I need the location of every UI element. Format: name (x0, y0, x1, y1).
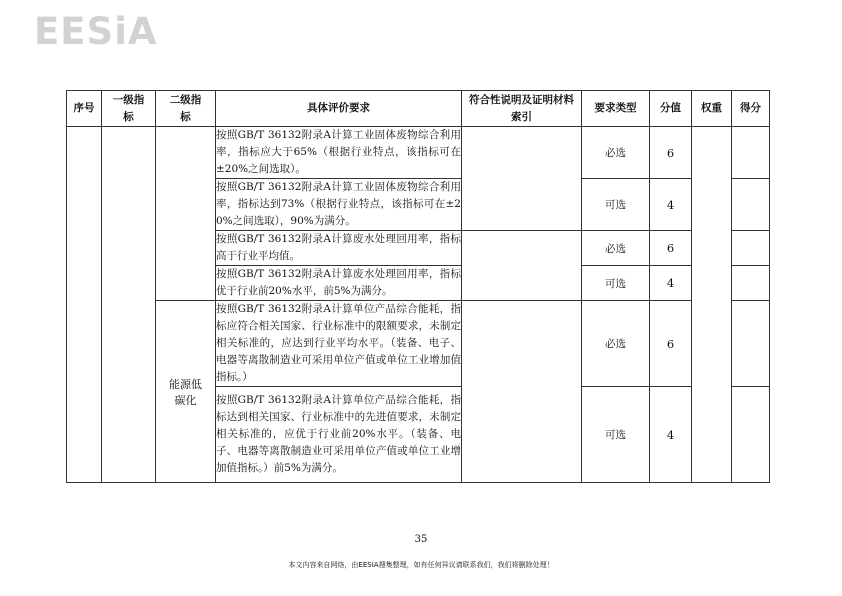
header-type: 要求类型 (582, 91, 650, 127)
cell-level1 (102, 127, 156, 483)
cell-score: 6 (650, 301, 692, 387)
cell-type: 可选 (582, 179, 650, 231)
eesia-logo: EESiA (34, 10, 158, 53)
cell-requirement: 按照GB/T 36132附录A计算单位产品综合能耗，指标应符合相关国家、行业标准中的限额要求，未制定相关标准的，应达到行业平均水平。（装备、电子、电器等离散制造业可采用单位产值或单位工业增加值指标。） (216, 301, 462, 387)
header-index: 序号 (67, 91, 102, 127)
header-requirement: 具体评价要求 (216, 91, 462, 127)
cell-evidence (462, 231, 582, 301)
cell-score: 6 (650, 231, 692, 266)
cell-evidence (462, 127, 582, 231)
cell-score: 4 (650, 179, 692, 231)
cell-weight (692, 127, 732, 483)
header-evidence: 符合性说明及证明材料索引 (462, 91, 582, 127)
cell-type: 必选 (582, 127, 650, 179)
header-row (67, 91, 770, 127)
cell-type: 必选 (582, 231, 650, 266)
cell-index (67, 127, 102, 483)
table-row (67, 127, 770, 179)
cell-requirement: 按照GB/T 36132附录A计算废水处理回用率，指标优于行业前20%水平，前5%为满分。 (216, 266, 462, 301)
cell-score: 4 (650, 266, 692, 301)
cell-result (732, 266, 770, 301)
header-score: 分值 (650, 91, 692, 127)
cell-requirement: 按照GB/T 36132附录A计算工业固体废物综合利用率，指标达到73%（根据行业特点，该指标可在±20%之间选取），90%为满分。 (216, 179, 462, 231)
page-number: 35 (414, 534, 428, 545)
cell-requirement: 按照GB/T 36132附录A计算单位产品综合能耗，指标达到相关国家、行业标准中的先进值要求，未制定相关标准的，应优于行业前20%水平。（装备、电子、电器等离散制造业可采用单位产值或单位工业增加值指标。）前5%为满分。 (216, 387, 462, 483)
cell-evidence (462, 301, 582, 483)
cell-requirement: 按照GB/T 36132附录A计算工业固体废物综合利用率，指标应大于65%（根据行业特点，该指标可在±20%之间选取）。 (216, 127, 462, 179)
cell-level2: 能源低碳化 (156, 301, 216, 483)
cell-score: 6 (650, 127, 692, 179)
cell-type: 可选 (582, 266, 650, 301)
cell-score: 4 (650, 387, 692, 483)
cell-requirement: 按照GB/T 36132附录A计算废水处理回用率，指标高于行业平均值。 (216, 231, 462, 266)
cell-type: 可选 (582, 387, 650, 483)
cell-type: 必选 (582, 301, 650, 387)
cell-result (732, 179, 770, 231)
cell-result (732, 387, 770, 483)
cell-result (732, 301, 770, 387)
header-level2: 二级指标 (156, 91, 216, 127)
header-result: 得分 (732, 91, 770, 127)
cell-level2-prev (156, 127, 216, 301)
cell-result (732, 231, 770, 266)
evaluation-table (66, 90, 770, 483)
footer-note: 本文内容来自网络，由EESIA搜集整理，如有任何异议请联系我们，我们将删除处理！ (288, 561, 554, 569)
header-weight: 权重 (692, 91, 732, 127)
header-level1: 一级指标 (102, 91, 156, 127)
cell-result (732, 127, 770, 179)
table-row (67, 301, 770, 387)
